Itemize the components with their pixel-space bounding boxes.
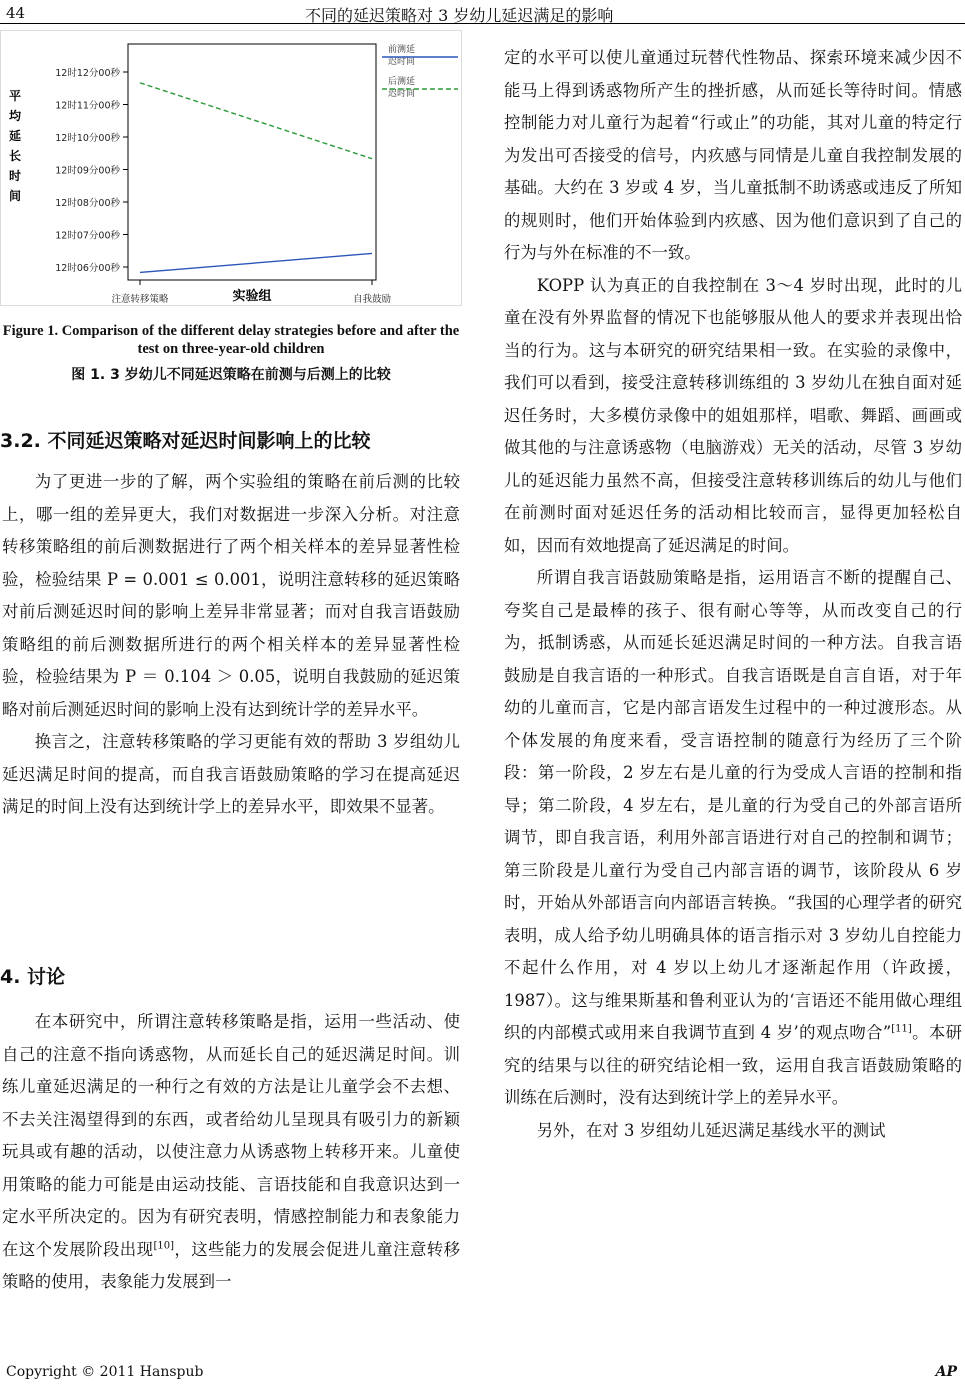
y-tick-label: 12时08分00秒 [55,198,120,209]
paragraph: KOPP 认为真正的自我控制在 3～4 岁时出现，此时的儿童在没有外界监督的情况下也能够服从他人的要求并表现出恰当的行为。这与本研究的研究结果相一致。在实验的录像中，我们可以看到，接受注意转移训练组的 3 岁幼儿在独自面对延迟任务时，大多模仿录像中的姐姐那样，唱歌、舞蹈、画画或做其他的与注意诱惑物（电脑游戏）无关的活动，尽管 3 岁幼儿的延迟能力虽然不高，但接受注意转移训练后的幼儿与他们在前测时面对延迟任务的活动相比较而言，显得更加轻松自如，因而有效地提高了延迟满足的时间。 [504,275,962,555]
copyright: Copyright © 2011 Hanspub [6,1364,204,1380]
paragraph [504,562,962,1115]
legend-label: 前测延 [388,45,416,55]
text-run: 在本研究中，所谓注意转移策略是指，运用一些活动、使自己的注意不指向诱惑物，从而延长自己的延迟满足时间。训练儿童延迟满足的一种行之有效的方法是让儿童学会不去想、不去关注渴望得到的东西，或者给幼儿呈现具有吸引力的新颖玩具或有趣的活动，以使注意力从诱惑物上转移开来。儿童使用策略的能力可能是由运动技能、言语技能和自我意识达到一定水平所决定的。因为有研究表明，情感控制能力和表象能力在这个发展阶段出现 [2,1012,460,1259]
y-tick-label: 12时07分00秒 [55,230,120,242]
citation-10[interactable]: [10] [153,1240,174,1252]
y-tick-label: 12时12分00秒 [55,68,120,79]
section-heading-3-2: 3.2. 不同延迟策略对延迟时间影响上的比较 [0,430,371,452]
x-tick-label: 注意转移策略 [111,294,169,305]
page-header [0,0,965,26]
paragraph: 换言之，注意转移策略的学习更能有效的帮助 3 岁组幼儿延迟满足时间的提高，而自我言语鼓励策略的学习在提高延迟满足的时间上没有达到统计学上的差异水平，即效果不显著。 [2,732,460,816]
legend-label: 迟时间 [388,89,416,99]
left-column-text [2,466,460,824]
header-rule [0,23,965,24]
legend-label: 迟时间 [388,57,416,67]
running-title: 不同的延迟策略对 3 岁幼儿延迟满足的影响 [305,6,614,25]
section-heading-4: 4. 讨论 [0,966,66,988]
text-run: 定的水平可以使儿童通过玩替代性物品、探索环境来减少因不能马上得到诱惑物所产生的挫折感，从而延长等待时间。情感控制能力对儿童行为起着“行或止”的功能，其对儿童的特定行为发出可否接受的信号，内疚感与同情是儿童自我控制发展的基础。大约在 3 岁或 4 岁，当儿童抵制不助诱惑或违反了所知的规则时，他们开始体验到内疚感、因为他们意识到了自己的行为与外在标准的不一致。 [504,48,962,262]
right-column-text [504,42,962,1360]
y-axis-label: 平均延长时间 [9,89,22,203]
line-chart [0,30,462,306]
y-tick-label: 12时11分00秒 [55,100,120,112]
left-column-discussion [2,1006,460,1338]
citation-11[interactable]: [11] [891,1023,912,1035]
page-number: 44 [6,4,26,22]
paragraph-continuation [504,42,962,270]
x-axis-label: 实验组 [232,289,272,304]
y-tick-label: 12时10分00秒 [55,133,120,144]
paragraph: 为了更进一步的了解，两个实验组的策略在前后测的比较上，哪一组的差异更大，我们对数据进一步深入分析。对注意转移策略组的前后测数据进行了两个相关样本的差异显著性检验，检验结果 P = 0.001 ≤ 0.001，说明注意转移的延迟策略对前后测延迟时间的影响上差异非常显著；而对自我言语鼓励策略组的前后测数据所进行的两个相关样本的差异显著性检验，检验结果为 P ＝ 0.104 ＞ 0.05，说明自我鼓励的延迟策略对前后测延迟时间的影响上没有达到统计学的差异水平。 [2,472,460,719]
text-run: 所谓自我言语鼓励策略是指，运用语言不断的提醒自己、夸奖自己是最棒的孩子、很有耐心等等，从而改变自己的行为，抵制诱惑，从而延长延迟满足时间的一种方法。自我言语鼓励是自我言语的一种形式。自我言语既是自言自语，对于年幼的儿童而言，它是内部言语发生过程中的一种过渡形态。从个体发展的角度来看，受言语控制的随意行为经历了三个阶段：第一阶段，2 岁左右是儿童的行为受成人言语的控制和指导；第二阶段，4 岁左右，是儿童的行为受自己的外部言语所调节，即自我言语，利用外部言语进行对自己的控制和调节；第三阶段是儿童行为受自己内部言语的调节，该阶段从 6 岁时，开始从外部语言向内部语言转换。“我国的心理学者的研究表明，成人给予幼儿明确具体的语言指示对 3 岁幼儿自控能力不起什么作用，对 4 岁以上幼儿才逐渐起作用（许政援，1987）。这与维果斯基和鲁利亚认为的‘言语还不能用做心理组织的内部模式或用来自我调节直到 4 岁’的观点吻合” [504,568,962,1042]
paragraph: 另外，在对 3 岁组幼儿延迟满足基线水平的测试 [536,1120,886,1140]
x-tick-label: 自我鼓励 [352,294,392,305]
y-tick-label: 12时06分00秒 [55,263,120,274]
paragraph [2,1006,460,1299]
y-tick-label: 12时09分00秒 [55,165,120,177]
figure-caption-en: Figure 1. Comparison of the different delay strategies before and after the test on three-year-old children [2,323,460,357]
journal-abbrev: AP [935,1364,957,1380]
page-footer [0,1364,965,1386]
text-run: ，这些能力的发展会促进儿童注意转移策略的使用，表象能力发展到一 [2,1239,460,1291]
figure-caption-zh: 图 1. 3 岁幼儿不同延迟策略在前测与后测上的比较 [71,367,391,383]
legend-label: 后测延 [388,77,416,87]
text-run: 。本研究的结果与以往的研究结论相一致，运用自我言语鼓励策略的训练在后测时，没有达到统计学上的差异水平。 [504,1023,962,1107]
figure-1 [0,30,462,306]
